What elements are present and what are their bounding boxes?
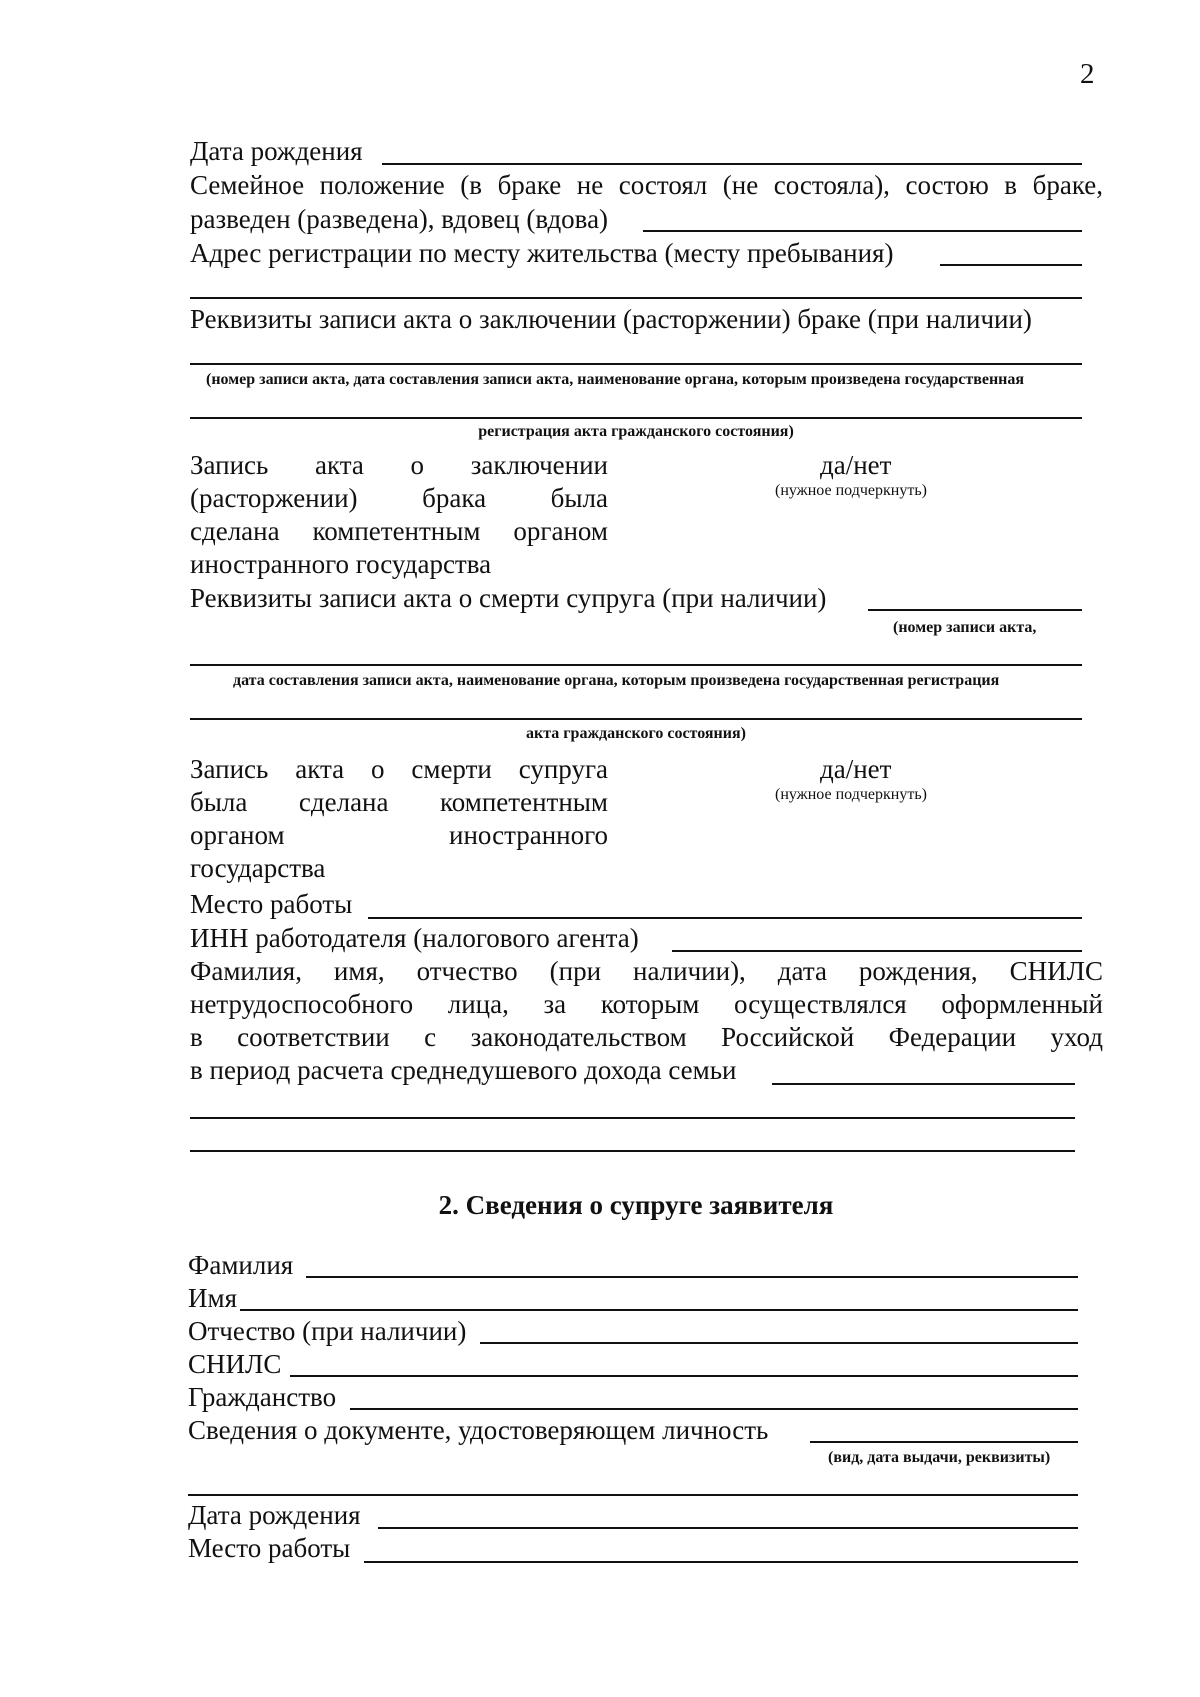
foreign-death-line1: Запись акта о смерти супруга: [190, 754, 608, 784]
spouse-surname-field[interactable]: [306, 1276, 1078, 1278]
death-record-field-line2[interactable]: [190, 664, 1082, 666]
spouse-birth-date-field[interactable]: [378, 1527, 1078, 1529]
spouse-id-doc-field[interactable]: [810, 1441, 1078, 1443]
death-record-field-line3[interactable]: [190, 718, 1082, 720]
section-title-spouse: 2. Сведения о супруге заявителя: [438, 1190, 834, 1220]
spouse-id-doc-hint: (вид, дата выдачи, реквизиты): [828, 1449, 1051, 1466]
care-field-line2[interactable]: [190, 1117, 1075, 1119]
marriage-record-field[interactable]: [190, 363, 1082, 365]
address-field[interactable]: [940, 264, 1082, 266]
foreign-death-answer[interactable]: да/нет: [820, 754, 892, 784]
spouse-patronymic-field[interactable]: [480, 1342, 1078, 1344]
marriage-record-label: Реквизиты записи акта о заключении (расторжении) браке (при наличии): [190, 304, 1032, 334]
foreign-death-hint: (нужное подчеркнуть): [775, 786, 927, 803]
foreign-marriage-line4: иностранного государства: [190, 549, 492, 579]
spouse-name-label: Имя: [188, 1283, 238, 1313]
page-number: 2: [1080, 58, 1095, 90]
marital-status-line1: Семейное положение (в браке не состоял (не состояла), состою в браке,: [190, 170, 1103, 200]
workplace-field[interactable]: [368, 917, 1082, 919]
foreign-marriage-answer[interactable]: да/нет: [820, 450, 892, 480]
marriage-record-hint1: (номер записи акта, дата составления записи акта, наименование органа, которым произведена государственная: [206, 371, 1025, 388]
birth-date-label: Дата рождения: [190, 136, 363, 166]
care-line3: в соответствии с законодательством Российской Федерации уход: [190, 1022, 1103, 1052]
death-record-hint3: акта гражданского состояния): [526, 725, 746, 742]
marriage-record-field-line2[interactable]: [190, 417, 1082, 419]
marriage-record-hint2: регистрация акта гражданского состояния): [478, 423, 794, 440]
marital-status-line2: разведен (разведена), вдовец (вдова): [190, 204, 609, 234]
spouse-snils-label: СНИЛС: [188, 1349, 282, 1379]
spouse-name-field[interactable]: [240, 1309, 1078, 1311]
spouse-workplace-label: Место работы: [188, 1533, 351, 1563]
workplace-label: Место работы: [190, 889, 353, 919]
death-record-hint2: дата составления записи акта, наименование органа, которым произведена государственная регистрация: [233, 672, 1000, 689]
care-line4: в период расчета среднедушевого дохода семьи: [190, 1055, 737, 1085]
spouse-patronymic-label: Отчество (при наличии): [188, 1316, 467, 1346]
marital-status-field[interactable]: [643, 230, 1082, 232]
foreign-death-line3: органом иностранного: [190, 820, 608, 850]
foreign-marriage-line3: сделана компетентным органом: [190, 516, 608, 546]
spouse-id-doc-label: Сведения о документе, удостоверяющем личность: [188, 1415, 769, 1445]
spouse-birth-date-label: Дата рождения: [188, 1500, 361, 1530]
spouse-id-doc-field-line2[interactable]: [188, 1494, 1078, 1496]
care-field-line3[interactable]: [190, 1150, 1075, 1152]
address-field-line2[interactable]: [190, 297, 1082, 299]
foreign-marriage-line1: Запись акта о заключении: [190, 450, 608, 480]
foreign-marriage-hint: (нужное подчеркнуть): [775, 482, 927, 499]
death-record-field[interactable]: [868, 609, 1082, 611]
care-field[interactable]: [772, 1083, 1075, 1085]
foreign-death-line4: государства: [190, 853, 326, 883]
birth-date-field[interactable]: [382, 163, 1082, 165]
care-line2: нетрудоспособного лица, за которым осуществлялся оформленный: [190, 989, 1103, 1019]
spouse-citizenship-label: Гражданство: [188, 1382, 337, 1412]
spouse-citizenship-field[interactable]: [350, 1408, 1078, 1410]
spouse-workplace-field[interactable]: [364, 1561, 1078, 1563]
address-label: Адрес регистрации по месту жительства (месту пребывания): [190, 238, 894, 268]
employer-inn-field[interactable]: [672, 950, 1082, 952]
death-record-label: Реквизиты записи акта о смерти супруга (при наличии): [190, 583, 827, 613]
foreign-death-line2: была сделана компетентным: [190, 787, 608, 817]
employer-inn-label: ИНН работодателя (налогового агента): [190, 923, 639, 953]
foreign-marriage-line2: (расторжении) брака была: [190, 483, 608, 513]
death-record-hint1: (номер записи акта,: [893, 619, 1037, 636]
care-line1: Фамилия, имя, отчество (при наличии), дата рождения, СНИЛС: [190, 956, 1103, 986]
spouse-snils-field[interactable]: [290, 1375, 1078, 1377]
spouse-surname-label: Фамилия: [188, 1250, 294, 1280]
